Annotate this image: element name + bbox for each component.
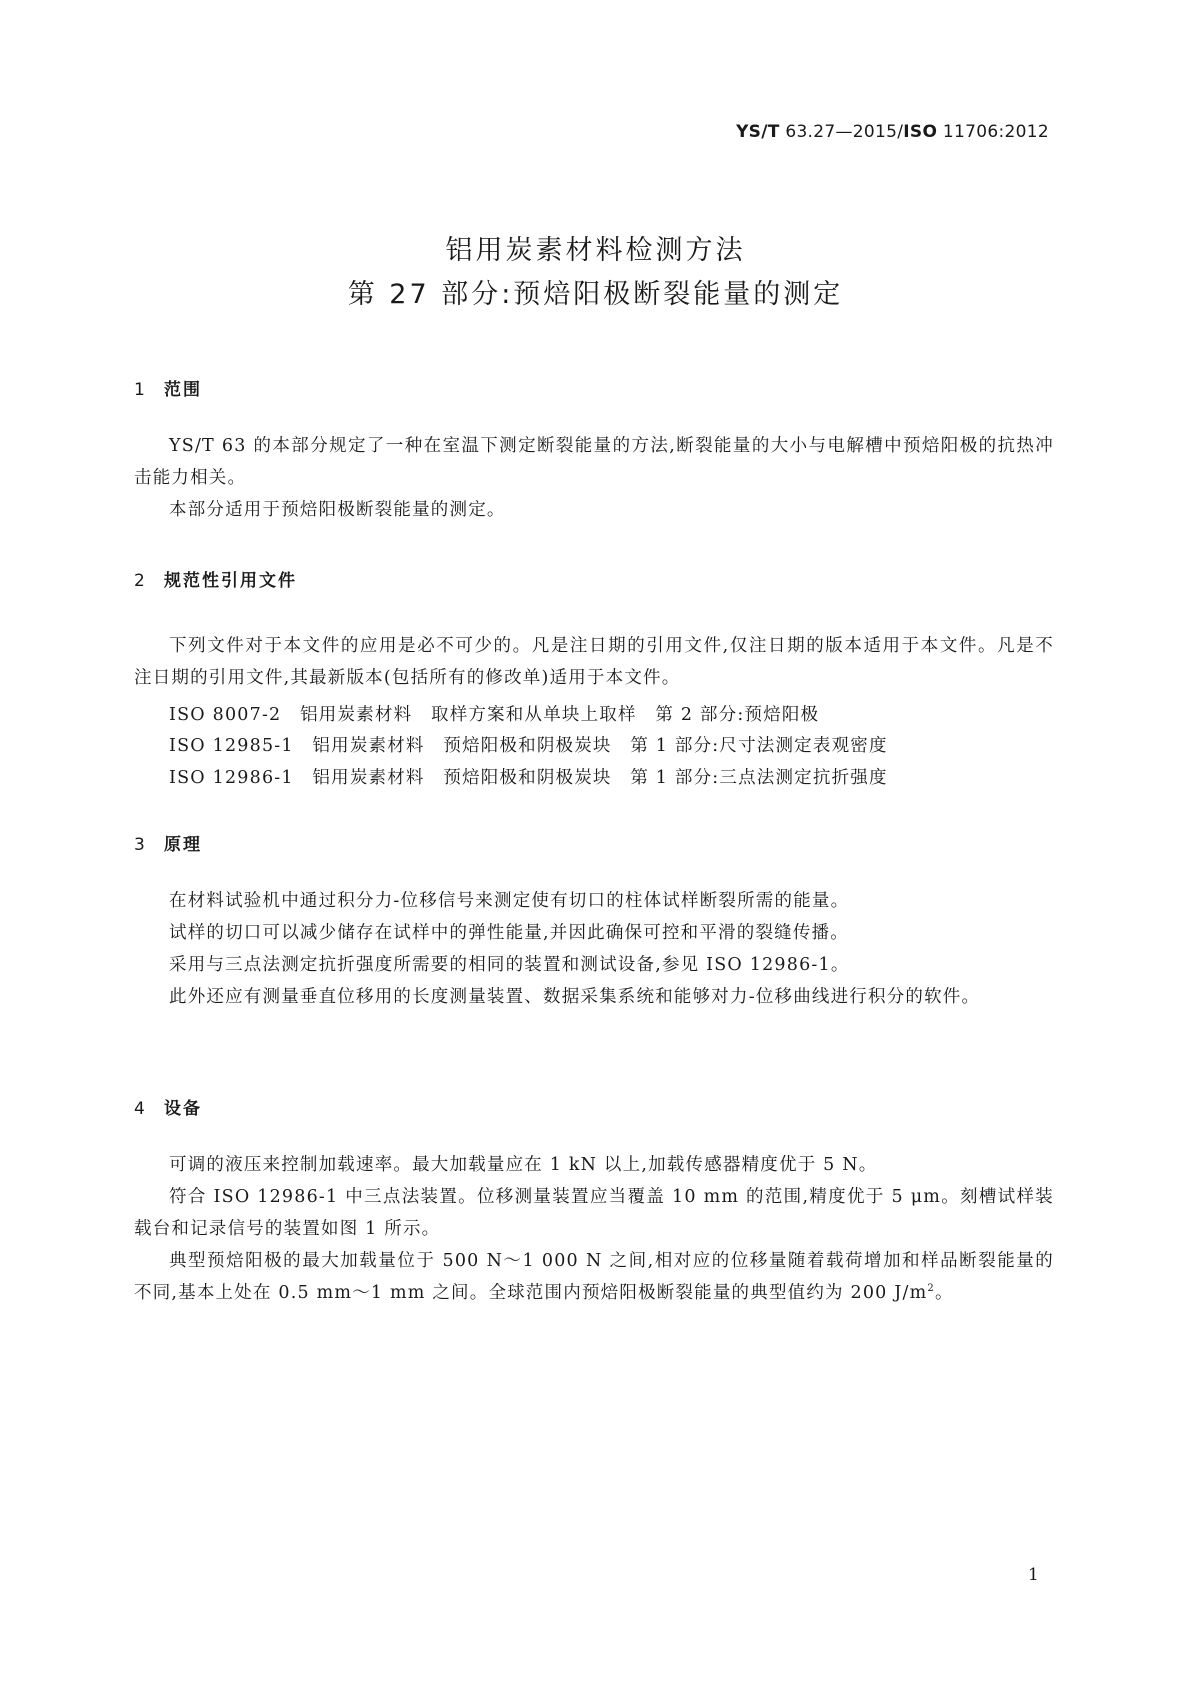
section-3-paragraph-4: 此外还应有测量垂直位移用的长度测量装置、数据采集系统和能够对力-位移曲线进行积分的软件。 [169, 987, 981, 1007]
section-2-paragraph-1: 下列文件对于本文件的应用是必不可少的。凡是注日期的引用文件,仅注日期的版本适用于本文件。凡是不注日期的引用文件,其最新版本(包括所有的修改单)适用于本文件。 [134, 636, 1054, 688]
section-4-paragraph-3-end: 。 [934, 1282, 954, 1303]
section-1-paragraph-1: YS/T 63 的本部分规定了一种在室温下测定断裂能量的方法,断裂能量的大小与电解槽中预焙阳极的抗热冲击能力相关。 [134, 436, 1054, 488]
section-2-heading [134, 566, 297, 591]
section-3-number: 3 [134, 835, 147, 855]
squared-superscript: 2 [927, 1282, 935, 1294]
section-4-paragraph-3-text: 典型预焙阳极的最大加载量位于 500 N～1 000 N 之间,相对应的位移量随着载荷增加和样品断裂能量的不同,基本上处在 0.5 mm～1 mm 之间。全球范围内预焙阳极断裂能量的典型值约为 200 J/m [134, 1251, 1054, 1303]
normative-reference: ISO 12985-1 铝用炭素材料 预焙阳极和阴极炭块 第 1 部分:尺寸法测定表观密度 [169, 736, 888, 756]
section-3-paragraph-2: 试样的切口可以减少储存在试样中的弹性能量,并因此确保可控和平滑的裂缝传播。 [169, 923, 849, 943]
page-number: 1 [1028, 1565, 1039, 1585]
section-1-heading [134, 375, 202, 400]
document-title-line2: 第 27 部分:预焙阳极断裂能量的测定 [347, 279, 844, 310]
section-1-number: 1 [134, 380, 147, 400]
section-4-number: 4 [134, 1099, 147, 1119]
iso-prefix: ISO [903, 122, 938, 142]
section-1-paragraph-2: 本部分适用于预焙阳极断裂能量的测定。 [169, 500, 506, 520]
normative-reference: ISO 12986-1 铝用炭素材料 预焙阳极和阴极炭块 第 1 部分:三点法测定抗折强度 [169, 768, 888, 788]
section-2-number: 2 [134, 571, 147, 591]
document-title-line1: 铝用炭素材料检测方法 [445, 235, 746, 266]
section-3-heading [134, 830, 202, 855]
section-3-title: 原理 [164, 835, 202, 855]
standard-code [736, 122, 1049, 142]
section-4-paragraph-1: 可调的液压来控制加载速率。最大加载量应在 1 kN 以上,加载传感器精度优于 5 N。 [169, 1155, 878, 1175]
standard-prefix: YS/T [736, 122, 780, 142]
section-1-title: 范围 [164, 380, 202, 400]
section-3-paragraph-3: 采用与三点法测定抗折强度所需要的相同的装置和测试设备,参见 ISO 12986-1。 [169, 955, 850, 975]
normative-reference: ISO 8007-2 铝用炭素材料 取样方案和从单块上取样 第 2 部分:预焙阳极 [169, 705, 820, 725]
section-2-title: 规范性引用文件 [164, 571, 297, 591]
iso-number: 11706:2012 [937, 122, 1049, 142]
section-4-title: 设备 [164, 1099, 202, 1119]
section-4-paragraph-3 [134, 1246, 1054, 1309]
section-3-paragraph-1: 在材料试验机中通过积分力-位移信号来测定使有切口的柱体试样断裂所需的能量。 [169, 891, 850, 911]
section-4-paragraph-2: 符合 ISO 12986-1 中三点法装置。位移测量装置应当覆盖 10 mm 的范围,精度优于 5 μm。刻槽试样装载台和记录信号的装置如图 1 所示。 [134, 1187, 1054, 1239]
section-4-heading [134, 1094, 202, 1119]
standard-number: 63.27—2015/ [779, 122, 904, 142]
